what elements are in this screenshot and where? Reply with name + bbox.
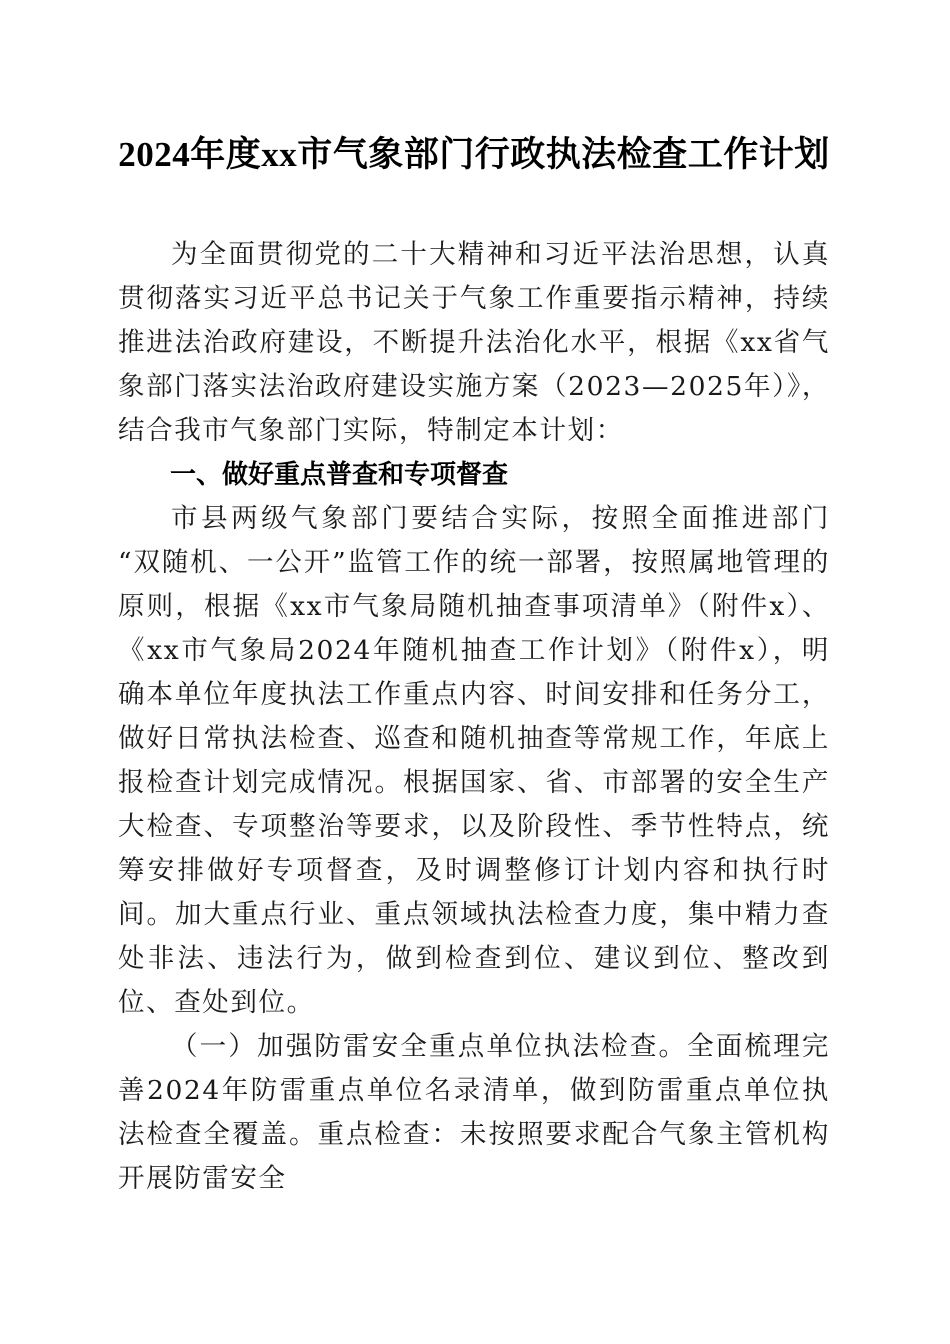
section-1-item-1: （一）加强防雷安全重点单位执法检查。全面梳理完善2024年防雷重点单位名录清单，做到防雷重点单位执法检查全覆盖。重点检查：未按照要求配合气象主管机构开展防雷安全 [118,1031,830,1194]
section-heading-1: 一、做好重点普查和专项督查 [170,460,509,490]
intro-paragraph: 为全面贯彻党的二十大精神和习近平法治思想，认真贯彻落实习近平总书记关于气象工作重要指示精神，持续推进法治政府建设，不断提升法治化水平，根据《xx省气象部门落实法治政府建设实施方案（2023—2025年）》，结合我市气象部门实际，特制定本计划： [118,239,830,446]
section-1-paragraph-1: 市县两级气象部门要结合实际，按照全面推进部门“双随机、一公开”监管工作的统一部署，按照属地管理的原则，根据《xx市气象局随机抽查事项清单》（附件x）、《xx市气象局2024年随机抽查工作计划》（附件x），明确本单位年度执法工作重点内容、时间安排和任务分工，做好日常执法检查、巡查和随机抽查等常规工作，年底上报检查计划完成情况。根据国家、省、市部署的安全生产大检查、专项整治等要求，以及阶段性、季节性特点，统筹安排做好专项督查，及时调整修订计划内容和执行时间。加大重点行业、重点领域执法检查力度，集中精力查处非法、违法行为，做到检查到位、建议到位、整改到位、查处到位。 [118,503,830,1018]
page-title: 2024年度xx市气象部门行政执法检查工作计划 [118,135,830,174]
document-body [118,0,830,1201]
